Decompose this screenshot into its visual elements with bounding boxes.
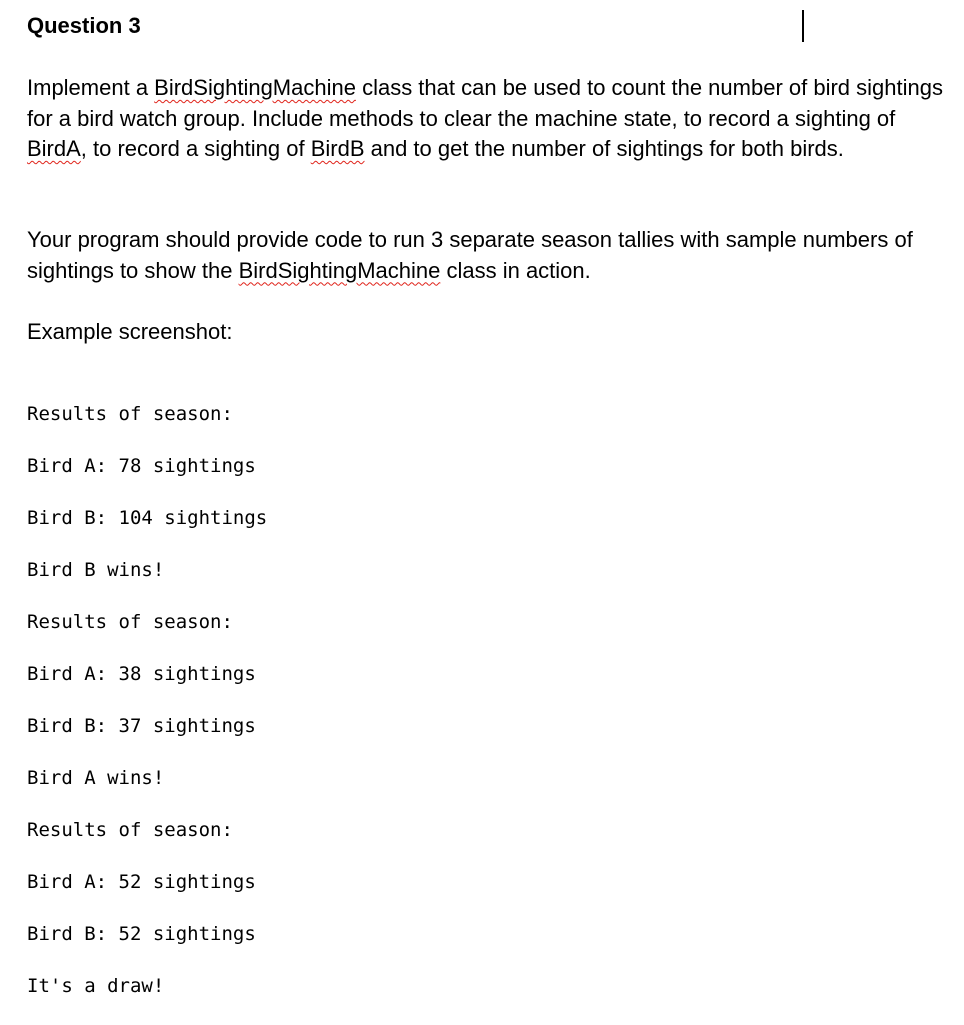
text-segment: Implement a [27,75,155,100]
text-segment: class that can be used to count the number of bird sightings for a bird watch group. Include methods to clear the machine state, to record a sighting of [27,75,943,131]
console-line: Bird A: 52 sightings [27,871,256,893]
console-line: It's a draw! [27,975,165,997]
console-line: Bird B: 37 sightings [27,715,256,737]
text-segment: Your program should provide code to run 3 separate season tallies with sample numbers of sightings to show the [27,227,913,283]
console-line: Bird B: 104 sightings [27,507,268,529]
text-segment: and to get the number of sightings for both birds. [364,136,844,161]
console-line: Bird A: 38 sightings [27,663,256,685]
console-line: Results of season: [27,403,233,425]
console-line: Bird B: 52 sightings [27,923,256,945]
question-title: Question 3 [27,13,141,38]
instructions-paragraph [27,73,947,165]
text-cursor [802,10,804,42]
console-line: Results of season: [27,611,233,633]
misspelled-term[interactable]: BirdA [27,136,81,161]
console-line: Results of season: [27,819,233,841]
console-line: Bird A wins! [27,767,165,789]
misspelled-term[interactable]: BirdSightingMachine [238,257,441,283]
misspelled-term[interactable]: BirdSightingMachine [154,75,356,100]
console-output [27,375,267,1025]
console-line: Bird A: 78 sightings [27,455,256,477]
text-segment: class in action. [440,257,591,283]
example-label: Example screenshot: [27,319,233,344]
misspelled-term[interactable]: BirdB [310,136,365,161]
text-segment: , to record a sighting of [80,136,311,161]
console-line: Bird B wins! [27,559,165,581]
requirements-paragraph [27,225,947,286]
